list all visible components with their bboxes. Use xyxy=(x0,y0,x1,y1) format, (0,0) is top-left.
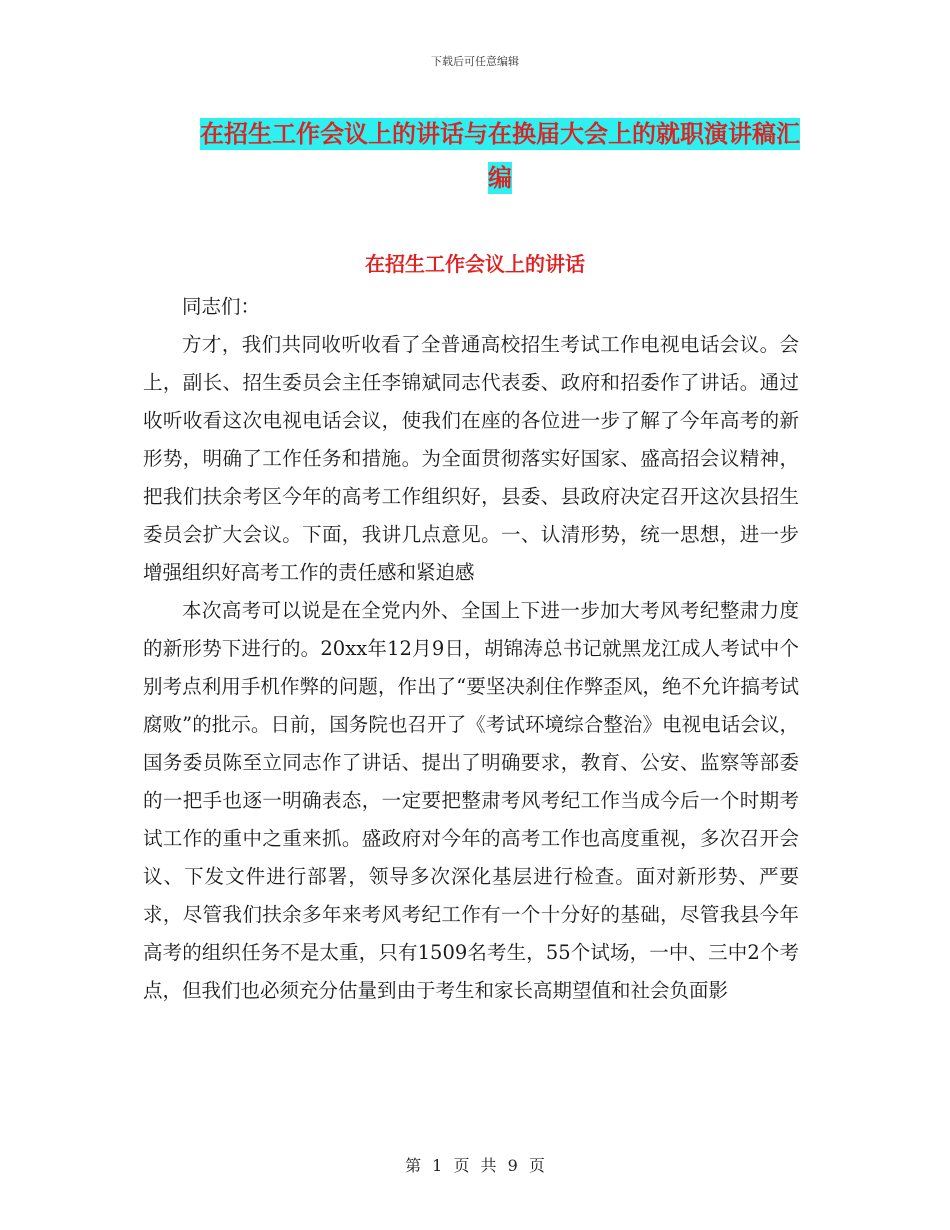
body-paragraph: 本次高考可以说是在全党内外、全国上下进一步加大考风考纪整肃力度的新形势下进行的。20xx年12月9日，胡锦涛总书记就黑龙江成人考试中个别考点利用手机作弊的问题，作出了“要坚决刹住作弊歪风，绝不允许搞考试腐败”的批示。日前，国务院也召开了《考试环境综合整治》电视电话会议，国务委员陈至立同志作了讲话、提出了明确要求，教育、公安、监察等部委的一把手也逐一明确表态，一定要把整肃考风考纪工作当成今后一个时期考试工作的重中之重来抓。盛政府对今年的高考工作也高度重视，多次召开会议、下发文件进行部署，领导多次深化基层进行检查。面对新形势、严要求，尽管我们扶余多年来考风考纪工作有一个十分好的基础，尽管我县今年高考的组织任务不是太重，只有1509名考生，55个试场，一中、三中2个考点，但我们也必须充分估量到由于考生和家长高期望值和社会负面影 xyxy=(143,599,799,1002)
document-title xyxy=(190,112,810,200)
section-title: 在招生工作会议上的讲话 xyxy=(365,252,585,276)
page-number-footer: 第 1 页 共 9 页 xyxy=(405,1156,545,1175)
page-header-note: 下载后可任意编辑 xyxy=(431,55,519,68)
body-paragraph: 方才，我们共同收听收看了全普通高校招生考试工作电视电话会议。会上，副长、招生委员会主任李锦斌同志代表委、政府和招委作了讲话。通过收听收看这次电视电话会议，使我们在座的各位进一步了解了今年高考的新形势，明确了工作任务和措施。为全面贯彻落实好国家、盛高招会议精神，把我们扶余考区今年的高考工作组织好，县委、县政府决定召开这次县招生委员会扩大会议。下面，我讲几点意见。一、认清形势，统一思想，进一步增强组织好高考工作的责任感和紧迫感 xyxy=(143,333,799,584)
document-title-text: 在招生工作会议上的讲话与在换届大会上的就职演讲稿汇编 xyxy=(200,120,800,192)
document-body xyxy=(143,288,799,1010)
salutation-paragraph: 同志们： xyxy=(182,295,261,318)
